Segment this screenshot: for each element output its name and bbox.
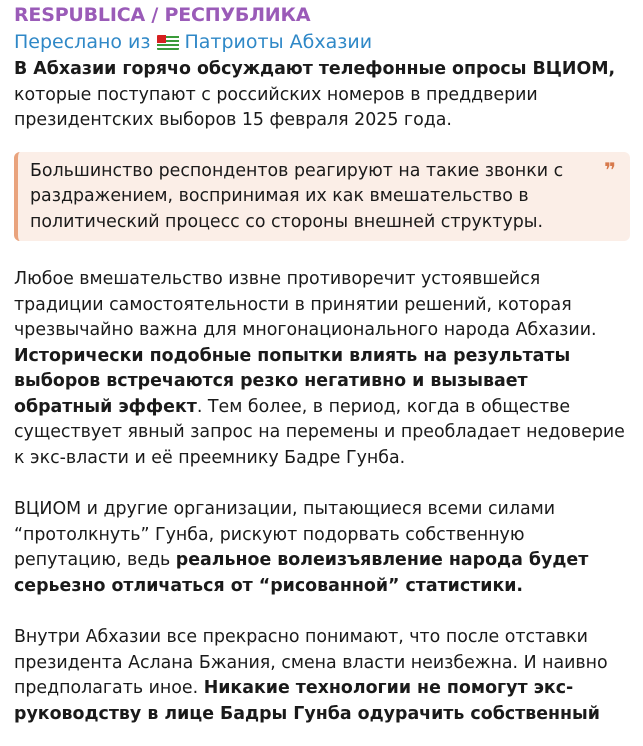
paragraph-2 xyxy=(14,267,630,471)
headline-paragraph xyxy=(14,57,630,134)
forwarded-prefix: Переслано из xyxy=(14,31,151,53)
forwarded-source[interactable]: Патриоты Абхазии xyxy=(184,31,373,53)
paragraph-4-text: Внутри Абхазии все прекрасно понимают, что после отставки президента Аслана Бжания, смена власти неизбежна. И наивно предполагать иное. xyxy=(14,627,608,698)
paragraph-3-text: ВЦИОМ и другие организации, пытающиеся всеми силами “протолкнуть” Гунба, рискуют подорвать собственную репутацию, ведь xyxy=(14,499,556,570)
paragraph-2-text-a: Любое вмешательство извне противоречит устоявшейся традиции самостоятельности в принятии решений, которая чрезвычайно важна для многонационального народа Абхазии. xyxy=(14,269,597,340)
quote-text: Большинство респондентов реагируют на такие звонки с раздражением, воспринимая их как вмешательство в политический процесс со стороны внешней структуры. xyxy=(30,160,564,232)
paragraph-2-bold: Исторически подобные попытки влиять на результаты выборов встречаются резко негативно и вызывает обратный эффект xyxy=(14,345,571,417)
headline-text: которые поступают с российских номеров в преддверии президентских выборов 15 февраля 2025 года. xyxy=(14,84,538,130)
abkhazia-flag-icon xyxy=(157,35,179,50)
forwarded-from[interactable] xyxy=(14,31,372,53)
blockquote xyxy=(14,152,630,242)
quote-icon: ❞ xyxy=(604,157,616,182)
channel-name[interactable]: RESPUBLICA / РЕСПУБЛИКА xyxy=(14,4,311,26)
paragraph-2-text-b: . Тем более, в период, когда в обществе существует явный запрос на перемены и преобладает недоверие к экс-власти и её преемнику Бадре Гунба. xyxy=(14,396,625,468)
paragraph-3-bold: реальное волеизъявление народа будет серьезно отличаться от “рисованной” статистики. xyxy=(14,550,589,596)
message-text xyxy=(14,57,630,727)
paragraph-4 xyxy=(14,625,630,727)
paragraph-3 xyxy=(14,497,630,599)
headline-bold: В Абхазии горячо обсуждают телефонные опросы ВЦИОМ, xyxy=(14,59,616,79)
paragraph-4-bold: Никакие технологии не помогут экс-руководству в лице Бадры Гунба одурачить собственный xyxy=(14,678,600,724)
